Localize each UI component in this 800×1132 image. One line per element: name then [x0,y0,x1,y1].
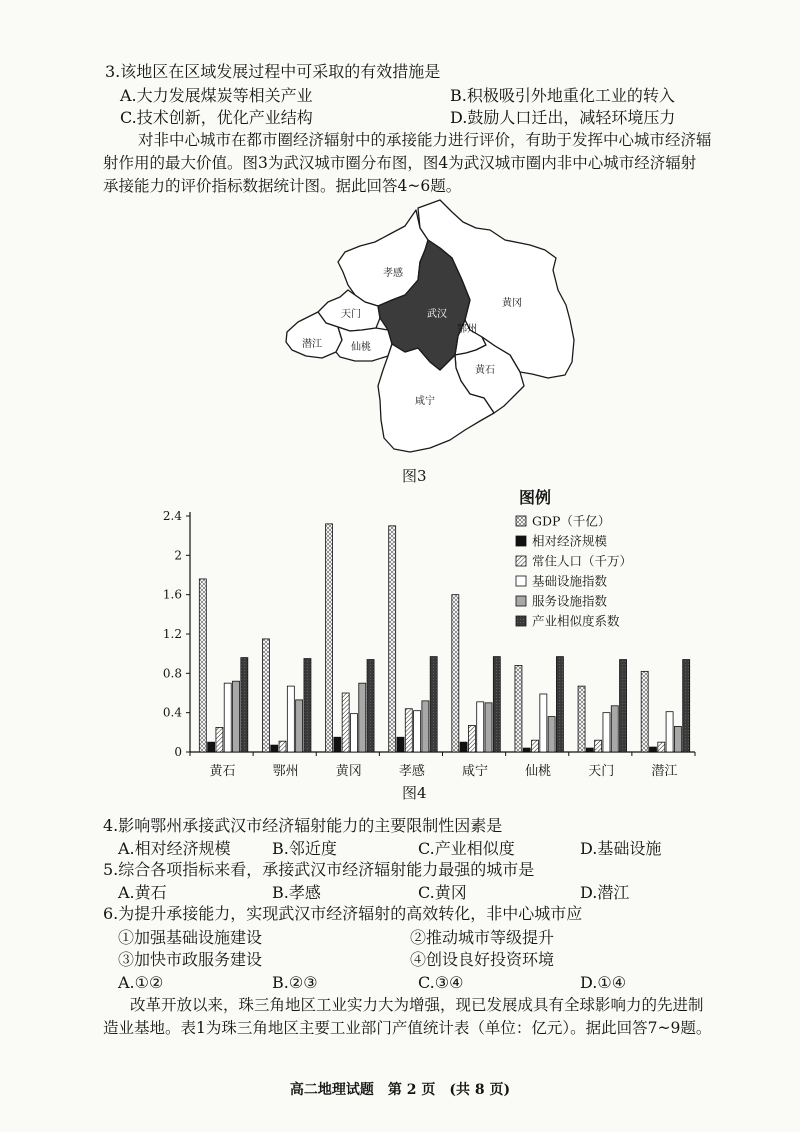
q5-option-d: D.潜江 [580,883,630,902]
bar-resident-population-3 [405,709,412,752]
bar-service-facility-index-3 [422,701,429,752]
bar-industry-similarity-6 [620,660,627,752]
y-tick-label: 0.4 [162,705,182,720]
bar-gdp-5 [515,665,522,752]
q6-option-c: C.③④ [418,973,464,992]
q4-option-a: A.相对经济规模 [118,839,231,858]
y-tick-label: 1.6 [162,587,182,602]
bar-service-facility-index-2 [359,683,366,752]
passage-7-9-line-1: 改革开放以来，珠三角地区工业实力大为增强，现已发展成具有全球影响力的先进制 [130,996,704,1014]
map-label-ezhou: 鄂州 [457,324,477,335]
q3-option-c: C.技术创新，优化产业结构 [120,108,313,127]
passage-4-6-line-1: 对非中心城市在都市圈经济辐射中的承接能力进行评价，有助于发挥中心城市经济辐 [138,131,712,149]
q6-statement-4: ④创设良好投资环境 [410,950,555,969]
y-tick-label: 0 [174,745,182,759]
bar-gdp-3 [389,526,396,752]
chart-marks [163,509,695,779]
y-tick-label: 0.8 [162,666,182,681]
bar-service-facility-index-6 [611,706,618,752]
y-tick-label: 2 [174,548,182,563]
legend-label-service-facility-index: 服务设施指数 [532,593,608,609]
bar-service-facility-index-4 [485,703,492,752]
bar-resident-population-2 [342,693,349,752]
q3-option-b: B.积极吸引外地重化工业的转入 [450,86,675,105]
bar-relative-economic-scale-6 [586,748,593,752]
bar-service-facility-index-7 [674,726,681,752]
bar-industry-similarity-3 [430,657,437,752]
bar-industry-similarity-2 [367,660,374,752]
map-label-huanggang: 黄冈 [502,298,522,309]
q6-statement-3: ③加快市政服务建设 [118,950,263,969]
bar-resident-population-4 [468,725,475,752]
bar-infrastructure-index-0 [224,683,231,752]
q6-statement-1: ①加强基础设施建设 [118,928,263,947]
bar-infrastructure-index-6 [603,713,610,752]
passage-4-6-line-2: 射作用的最大价值。图3为武汉城市圈分布图，图4为武汉城市圈内非中心城市经济辐射 [103,154,697,172]
bar-industry-similarity-4 [493,657,500,752]
category-label: 天门 [588,764,615,779]
bar-infrastructure-index-3 [414,711,421,752]
q3-stem: 3.该地区在区域发展过程中可采取的有效措施是 [105,62,441,81]
q5-option-a: A.黄石 [118,883,167,902]
legend-swatch-gdp [516,516,526,526]
bar-service-facility-index-1 [296,700,303,752]
category-label: 鄂州 [272,764,299,779]
bar-gdp-0 [199,579,206,752]
map-label-wuhan: 武汉 [427,309,447,320]
figure3-caption: 图3 [402,467,427,485]
bar-resident-population-7 [658,742,665,752]
legend-label-gdp: GDP（千亿） [532,513,611,529]
bar-resident-population-6 [595,740,602,752]
q5-option-c: C.黄冈 [418,883,467,902]
bar-gdp-4 [452,595,459,752]
passage-7-9-line-2: 造业基地。表1为珠三角地区主要工业部门产值统计表（单位：亿元）。据此回答7~9题。 [103,1019,712,1037]
legend-label-resident-population: 常住人口（千万） [532,553,633,569]
q6-option-a: A.①② [118,973,164,992]
page-footer: 高二地理试题 第 2 页 (共 8 页) [289,1082,511,1098]
category-label: 黄冈 [335,764,362,779]
bar-resident-population-1 [279,741,286,752]
bar-gdp-2 [326,524,333,752]
y-tick-label: 2.4 [162,509,182,523]
bar-industry-similarity-5 [556,657,563,752]
map-label-xianning: 咸宁 [415,396,435,407]
map-label-tianmen: 天门 [341,309,361,320]
bar-infrastructure-index-2 [350,714,357,752]
category-label: 孝感 [398,764,425,779]
bar-gdp-6 [578,686,585,752]
bar-resident-population-5 [532,740,539,752]
bar-industry-similarity-7 [683,660,690,752]
category-label: 潜江 [651,764,678,779]
radiation-capacity-bar-chart [150,485,700,785]
q6-statement-2: ②推动城市等级提升 [410,928,555,947]
bar-infrastructure-index-5 [540,694,547,752]
bar-relative-economic-scale-5 [523,748,530,752]
legend-title: 图例 [519,488,552,507]
q4-option-c: C.产业相似度 [418,839,515,858]
q4-stem: 4.影响鄂州承接武汉市经济辐射能力的主要限制性因素是 [103,816,503,835]
wuhan-city-circle-map [280,195,580,460]
legend-label-industry-similarity: 产业相似度系数 [532,613,620,629]
category-label: 黄石 [209,764,236,779]
map-label-huangshi: 黄石 [475,365,495,376]
map-label-xiaogan: 孝感 [383,268,403,279]
bar-gdp-1 [262,639,269,752]
bar-infrastructure-index-7 [666,712,673,752]
q5-option-b: B.孝感 [272,883,321,902]
category-label: 咸宁 [462,764,489,779]
bar-relative-economic-scale-4 [460,742,467,752]
figure4-caption: 图4 [402,784,427,802]
chart-legend [516,488,632,629]
bar-industry-similarity-1 [304,659,311,752]
legend-swatch-relative-economic-scale [516,536,526,546]
bar-gdp-7 [641,671,648,752]
bar-infrastructure-index-1 [287,686,294,752]
map-label-qianjiang: 潜江 [302,339,322,350]
bar-relative-economic-scale-1 [271,745,278,752]
bar-relative-economic-scale-3 [397,737,404,752]
legend-label-relative-economic-scale: 相对经济规模 [532,533,608,549]
bar-resident-population-0 [216,727,223,752]
passage-4-6-line-3: 承接能力的评价指标数据统计图。据此回答4~6题。 [103,177,462,195]
bar-relative-economic-scale-2 [334,737,341,752]
q5-stem: 5.综合各项指标来看，承接武汉市经济辐射能力最强的城市是 [103,860,535,879]
q6-option-b: B.②③ [272,973,318,992]
legend-swatch-infrastructure-index [516,576,526,586]
bar-service-facility-index-0 [233,681,240,752]
bar-industry-similarity-0 [241,658,248,752]
map-label-xiantao: 仙桃 [351,342,371,353]
q6-stem: 6.为提升承接能力，实现武汉市经济辐射的高效转化，非中心城市应 [103,904,583,923]
y-tick-label: 1.2 [162,627,182,641]
bar-service-facility-index-5 [548,717,555,752]
q3-option-a: A.大力发展煤炭等相关产业 [120,86,313,105]
bar-relative-economic-scale-7 [649,747,656,752]
legend-swatch-resident-population [516,556,526,566]
q4-option-d: D.基础设施 [580,839,662,858]
bar-infrastructure-index-4 [477,702,484,752]
q4-option-b: B.邻近度 [272,839,337,858]
q6-option-d: D.①④ [580,973,627,992]
bar-relative-economic-scale-0 [208,742,215,752]
q3-option-d: D.鼓励人口迁出，减轻环境压力 [450,108,676,127]
legend-label-infrastructure-index: 基础设施指数 [532,573,608,589]
category-label: 仙桃 [525,764,552,779]
legend-swatch-service-facility-index [516,596,526,606]
legend-swatch-industry-similarity [516,616,526,626]
